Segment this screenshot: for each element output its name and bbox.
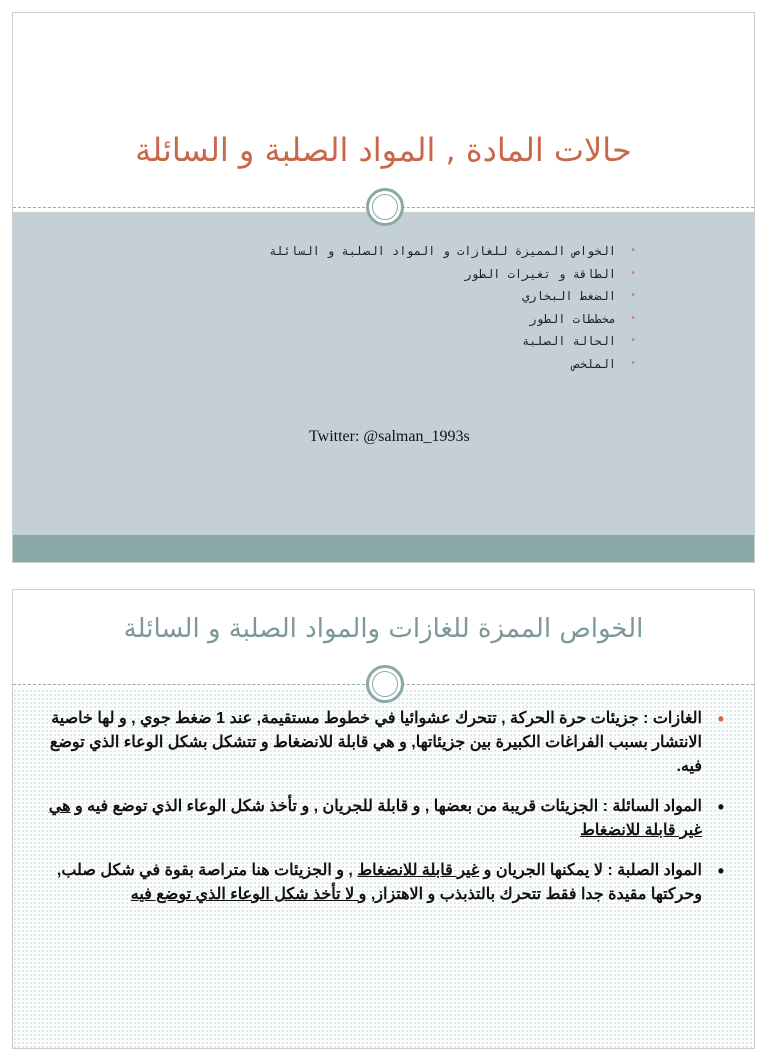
point-gases: [41, 707, 726, 779]
toc-item: • مخططات الطور: [108, 308, 628, 331]
toc-item: • الضغط البخاري: [108, 285, 628, 308]
ring-ornament-icon: [366, 188, 404, 226]
content-band: [13, 212, 754, 535]
toc-list: [108, 240, 628, 375]
solids-underlined: غير قابلة للانضغاط: [357, 862, 480, 879]
solids-text: المواد الصلبة : لا يمكنها الجريان و: [479, 862, 702, 879]
content-area: [13, 689, 754, 1048]
point-liquids: [41, 795, 726, 843]
twitter-handle: Twitter: @salman_1993s: [309, 428, 470, 445]
slide-1: [12, 12, 755, 563]
slide-2-title: الخواص الممزة للغازات والمواد الصلبة و السائلة: [123, 614, 644, 644]
point-solids: [41, 859, 726, 907]
liquids-text: المواد السائلة : الجزيئات قريبة من بعضها , و قابلة للجريان , و تأخذ شكل الوعاء الذي توضع فيه و: [70, 798, 702, 815]
gases-text: الغازات : جزيئات حرة الحركة , تتحرك عشوائيا في خطوط مستقيمة, عند 1 ضغط جوي , و لها خاصية الانتشار بسبب الفراغات الكبيرة بين جزيئاتها, و هي قابلة للانضغاط و تتشكل بشكل الوعاء الذي توضع فيه.: [49, 710, 702, 775]
slide-1-title: حالات المادة , المواد الصلبة و السائلة: [135, 131, 632, 169]
ring-ornament-icon: [366, 665, 404, 703]
liquids-underlined: هي غير قابلة للانضغاط: [48, 798, 702, 839]
toc-item: • الملخص: [108, 353, 628, 376]
footer-band: [13, 535, 754, 563]
toc-item: • الخواص المميزة للغازات و المواد الصلبة و السائلة: [108, 240, 628, 263]
solids-underlined-2: و لا تأخذ شكل الوعاء الذي توضع فيه: [130, 886, 367, 903]
solids-text-2: , و الجزيئات هنا متراصة بقوة في شكل صلب, وحركتها مقيدة جدا فقط تتحرك بالتذبذب و الاهتزاز,: [56, 862, 702, 903]
slide-2: [12, 589, 755, 1049]
toc-item: • الحالة الصلبة: [108, 330, 628, 353]
points-list: [41, 707, 726, 923]
toc-item: • الطاقة و تغيرات الطور: [108, 263, 628, 286]
